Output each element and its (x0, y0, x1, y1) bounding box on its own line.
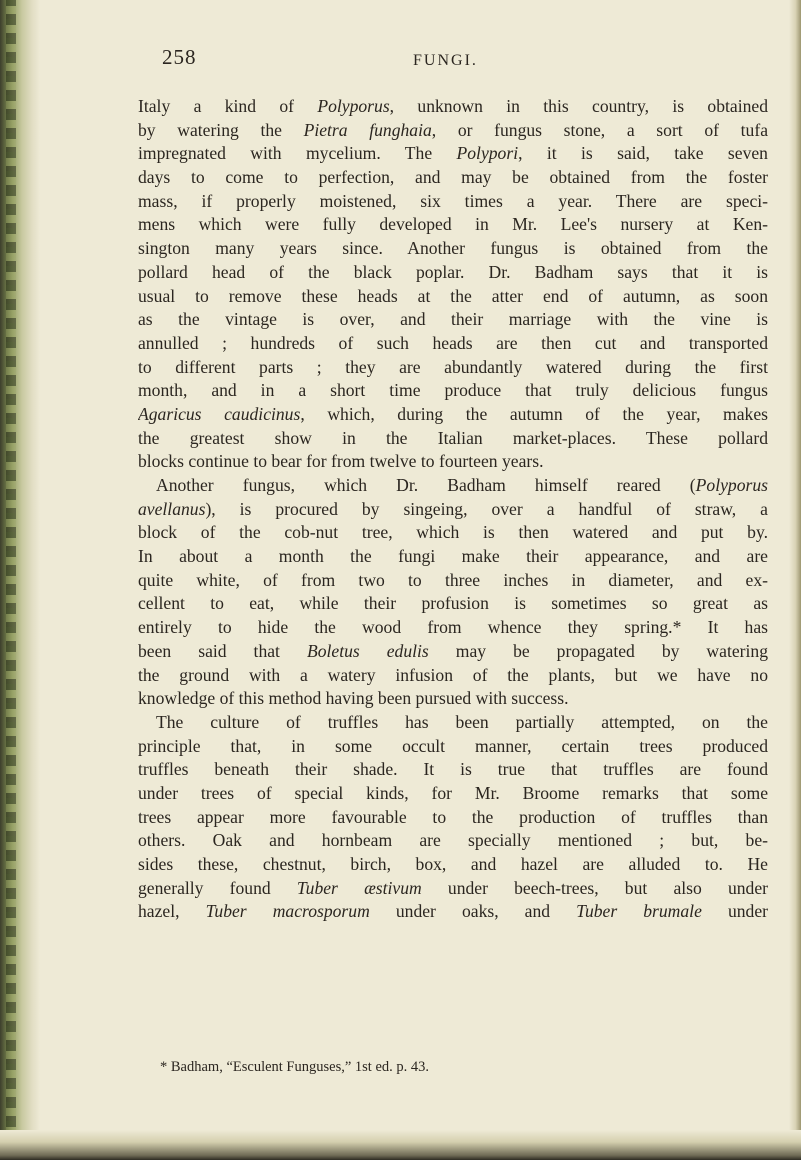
text-line (138, 261, 768, 285)
text-run: In about a month the fungi make their appearance, and are (138, 546, 768, 567)
text-run: Italy a kind of (138, 96, 318, 116)
text-line (138, 450, 768, 474)
text-line (138, 190, 768, 214)
text-run: cellent to eat, while their profusion is sometimes so great as (138, 593, 768, 614)
text-run: the ground with a watery infusion of the plants, but we have no (138, 664, 768, 685)
text-line (138, 829, 768, 853)
text-run: impregnated with mycelium. The (138, 143, 457, 164)
footnote: * Badham, “Esculent Funguses,” 1st ed. p. 43. (160, 1059, 430, 1075)
text-line (138, 498, 768, 522)
italic-term: Tuber macrosporum (205, 901, 370, 922)
text-run: as the vintage is over, and their marriage with the vine is (138, 309, 768, 330)
italic-term: Agaricus caudicinus (138, 403, 301, 424)
text-run: truffles beneath their shade. It is true that truffles are found (138, 759, 768, 780)
italic-term: Pietra funghaia (303, 119, 432, 140)
text-run: to different parts ; they are abundantly watered during the first (138, 356, 768, 377)
text-run: generally found (138, 877, 297, 898)
text-run: mass, if properly moistened, six times a year. There are speci- (138, 190, 768, 211)
text-line (138, 877, 768, 901)
text-run: , unknown in this country, is obtained (389, 96, 768, 116)
text-run: , which, during the autumn of the year, makes (300, 403, 768, 424)
text-line (138, 687, 768, 711)
text-run: under trees of special kinds, for Mr. Broome remarks that some (138, 782, 768, 803)
text-run: blocks continue to bear for from twelve to fourteen years. (138, 451, 544, 472)
body-text (138, 95, 768, 924)
text-line (138, 900, 768, 924)
text-run: under (701, 901, 768, 922)
text-line (138, 782, 768, 806)
text-run: knowledge of this method having been pursued with success. (138, 688, 569, 709)
text-run: The culture of truffles has been partially attempted, on the (156, 711, 768, 732)
text-run: pollard head of the black poplar. Dr. Badham says that it is (138, 261, 768, 282)
text-line (138, 95, 768, 119)
text-line (138, 142, 768, 166)
text-run: entirely to hide the wood from whence they spring.* It has (138, 617, 768, 638)
text-line (138, 735, 768, 759)
text-run: , or fungus stone, a sort of tufa (431, 119, 768, 140)
text-run: Another fungus, which Dr. Badham himself reared ( (156, 475, 696, 495)
running-head: FUNGI. (413, 52, 478, 69)
text-run: sides these, chestnut, birch, box, and hazel are alluded to. He (138, 854, 768, 874)
page-right-edge (789, 0, 801, 1160)
italic-term: Polyporus (695, 475, 768, 495)
text-line (138, 664, 768, 688)
text-line (138, 592, 768, 616)
text-line (138, 758, 768, 782)
text-run: principle that, in some occult manner, certain trees produced (138, 735, 768, 756)
italic-term: Polypori (456, 143, 519, 164)
text-line (138, 427, 768, 451)
text-run: quite white, of from two to three inches in diameter, and ex- (138, 569, 768, 590)
italic-term: avellanus (138, 498, 206, 519)
text-line (138, 640, 768, 664)
italic-term: Polyporus (317, 96, 390, 116)
text-run: , it is said, take seven (518, 143, 768, 164)
text-run: sington many years since. Another fungus is obtained from the (138, 238, 768, 259)
text-line (138, 237, 768, 261)
text-line (138, 379, 768, 403)
text-line (138, 166, 768, 190)
text-run: been said that (138, 640, 307, 661)
text-run: month, and in a short time produce that truly delicious fungus (138, 380, 768, 401)
text-run: annulled ; hundreds of such heads are then cut and transported (138, 332, 768, 353)
text-line (138, 285, 768, 309)
italic-term: Tuber brumale (576, 901, 702, 922)
text-run: block of the cob-nut tree, which is then watered and put by. (138, 522, 768, 543)
text-line (138, 806, 768, 830)
text-run: may be propagated by watering (428, 640, 768, 661)
text-run: others. Oak and hornbeam are specially mentioned ; but, be- (138, 830, 768, 851)
text-line (138, 213, 768, 237)
text-run: hazel, (138, 901, 206, 922)
text-run: usual to remove these heads at the atter end of autumn, as soon (138, 285, 768, 306)
text-line (138, 356, 768, 380)
text-line (138, 569, 768, 593)
text-run: under beech-trees, but also under (421, 877, 768, 898)
text-run: mens which were fully developed in Mr. Lee's nursery at Ken- (138, 214, 768, 235)
text-line (138, 853, 768, 877)
text-run: under oaks, and (369, 901, 577, 922)
text-line (138, 332, 768, 356)
page-number: 258 (162, 45, 197, 69)
text-run: by watering the (138, 119, 304, 140)
text-run: the greatest show in the Italian market-places. These pollard (138, 427, 768, 448)
italic-term: Tuber æstivum (296, 877, 422, 898)
book-binding-edge (0, 0, 40, 1160)
text-line (138, 521, 768, 545)
text-line (138, 474, 768, 498)
page-bottom-edge (0, 1130, 801, 1160)
text-line (138, 403, 768, 427)
text-run: days to come to perfection, and may be obtained from the foster (138, 167, 768, 188)
text-line (138, 711, 768, 735)
text-run: trees appear more favourable to the production of truffles than (138, 806, 768, 827)
text-run: ), is procured by singeing, over a handful of straw, a (205, 498, 768, 519)
text-line (138, 308, 768, 332)
text-line (138, 545, 768, 569)
text-line (138, 119, 768, 143)
text-line (138, 616, 768, 640)
italic-term: Boletus edulis (306, 640, 429, 661)
